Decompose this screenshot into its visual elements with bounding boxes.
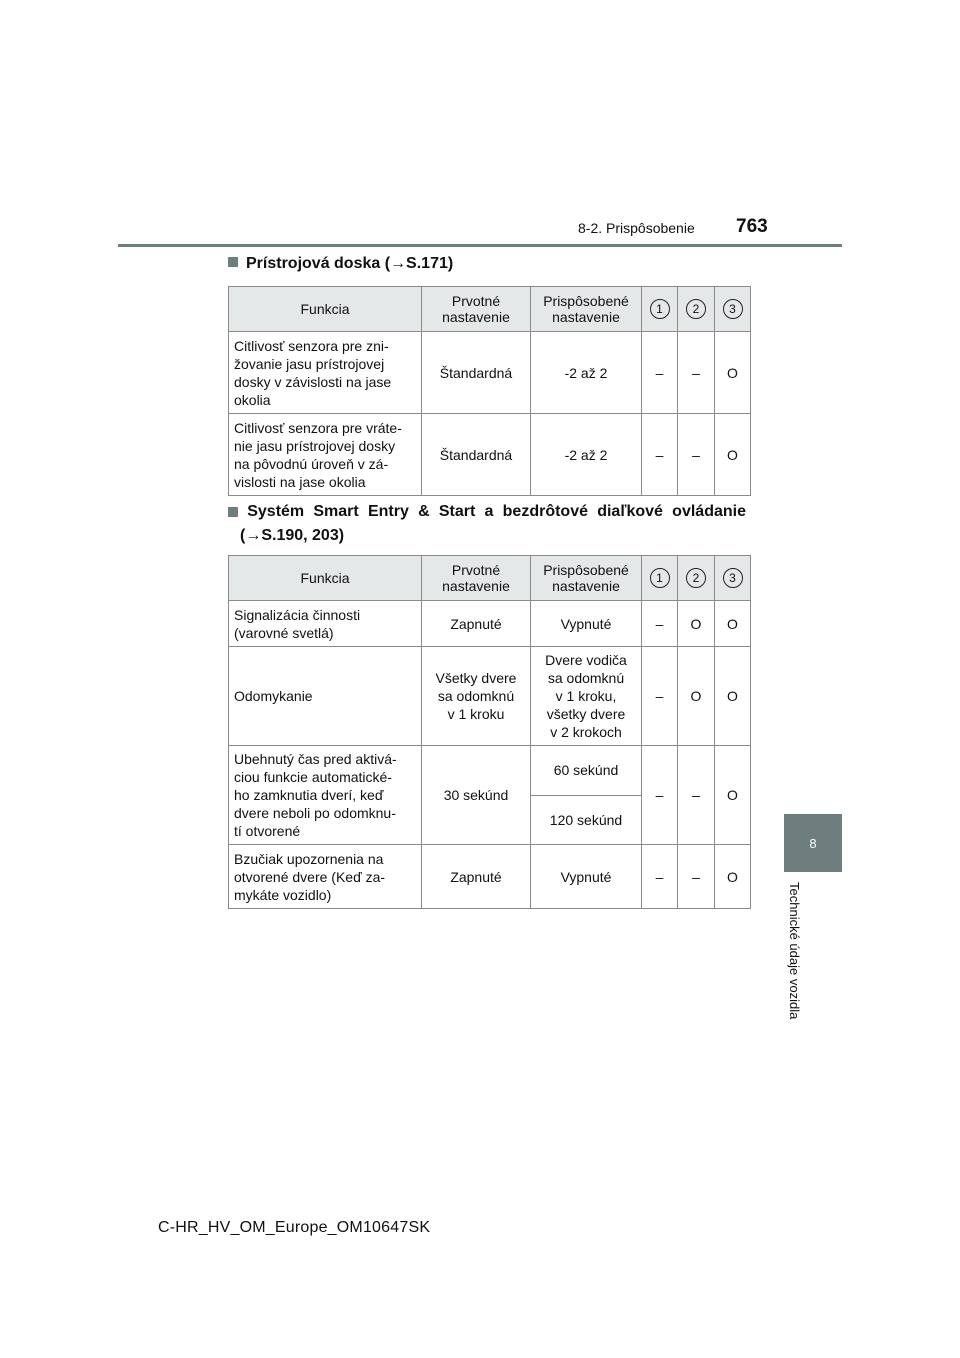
- option-1-cell: –: [642, 647, 678, 746]
- function-cell: Citlivosť senzora pre zni- žovanie jasu prístrojovej dosky v závislosti na jase okolia: [229, 332, 422, 414]
- footer-document-code: C-HR_HV_OM_Europe_OM10647SK: [158, 1219, 431, 1236]
- option-3-cell: O: [715, 414, 751, 496]
- chapter-tab-number[interactable]: 8: [784, 814, 842, 872]
- table-row: [229, 746, 751, 796]
- option-3-cell: O: [715, 746, 751, 845]
- default-cell: Štandardná: [422, 414, 531, 496]
- option-2-cell: O: [678, 647, 715, 746]
- column-header-default: Prvotné nastavenie: [422, 287, 531, 332]
- default-cell: Všetky dvere sa odomknú v 1 kroku: [422, 647, 531, 746]
- column-header-2: [678, 556, 715, 601]
- function-cell: Bzučiak upozornenia na otvorené dvere (Keď za- mykáte vozidlo): [229, 845, 422, 909]
- heading-word: diaľkové: [597, 503, 663, 520]
- heading-word: Start: [438, 503, 476, 520]
- option-2-cell: –: [678, 746, 715, 845]
- table-header-row: [229, 556, 751, 601]
- option-3-cell: O: [715, 601, 751, 647]
- function-cell: Citlivosť senzora pre vráte- nie jasu prístrojovej dosky na pôvodnú úroveň v zá- vislosti na jase okolia: [229, 414, 422, 496]
- section-heading-instrument-panel: [228, 252, 453, 276]
- function-cell: Signalizácia činnosti (varovné svetlá): [229, 601, 422, 647]
- function-cell: Ubehnutý čas pred aktivá- ciou funkcie automatické- ho zamknutia dverí, keď dvere neboli po odomknu- tí otvorené: [229, 746, 422, 845]
- circled-number-2-icon: 2: [686, 299, 706, 319]
- circled-number-3-icon: 3: [723, 568, 743, 588]
- heading-word: &: [418, 503, 430, 520]
- header-divider: [118, 244, 842, 247]
- heading-word: a: [484, 503, 494, 520]
- page-number: 763: [736, 216, 768, 237]
- column-header-3: [715, 556, 751, 601]
- option-2-cell: O: [678, 601, 715, 647]
- header-section-title: 8-2. Prispôsobenie: [578, 220, 695, 236]
- column-header-2: [678, 287, 715, 332]
- heading-word: Systém: [247, 503, 305, 520]
- option-2-cell: –: [678, 414, 715, 496]
- circled-number-1-icon: 1: [650, 568, 670, 588]
- column-header-custom: Prispôsobené nastavenie: [531, 556, 642, 601]
- column-header-1: [642, 556, 678, 601]
- heading-word: bezdrôtové: [502, 503, 588, 520]
- function-cell: Odomykanie: [229, 647, 422, 746]
- option-1-cell: –: [642, 601, 678, 647]
- option-1-cell: –: [642, 746, 678, 845]
- heading-word: ovládanie: [672, 503, 746, 520]
- option-3-cell: O: [715, 332, 751, 414]
- column-header-default: Prvotné nastavenie: [422, 556, 531, 601]
- chapter-tab-label: [786, 882, 806, 1042]
- table-header-row: [229, 287, 751, 332]
- table-row: [229, 647, 751, 746]
- circled-number-1-icon: 1: [650, 299, 670, 319]
- column-header-function: Funkcia: [229, 287, 422, 332]
- circled-number-3-icon: 3: [723, 299, 743, 319]
- column-header-3: [715, 287, 751, 332]
- custom-cell: Dvere vodiča sa odomknú v 1 kroku, všetky dvere v 2 krokoch: [531, 647, 642, 746]
- section-heading-line-1: [228, 500, 746, 524]
- custom-cell: 60 sekúnd: [531, 746, 642, 796]
- custom-cell: -2 až 2: [531, 332, 642, 414]
- square-bullet-icon: [228, 507, 238, 517]
- default-cell: 30 sekúnd: [422, 746, 531, 845]
- option-2-cell: –: [678, 845, 715, 909]
- option-2-cell: –: [678, 332, 715, 414]
- column-header-function: Funkcia: [229, 556, 422, 601]
- smart-entry-settings-table: [228, 555, 751, 909]
- column-header-custom: Prispôsobené nastavenie: [531, 287, 642, 332]
- square-bullet-icon: [228, 257, 238, 267]
- default-cell: Štandardná: [422, 332, 531, 414]
- custom-cell: Vypnuté: [531, 845, 642, 909]
- section-heading-line-2: (→S.190, 203): [240, 527, 345, 544]
- column-header-1: [642, 287, 678, 332]
- table-row: [229, 414, 751, 496]
- option-3-cell: O: [715, 845, 751, 909]
- option-1-cell: –: [642, 845, 678, 909]
- table-row: [229, 845, 751, 909]
- heading-word: Smart: [313, 503, 359, 520]
- option-3-cell: O: [715, 647, 751, 746]
- default-cell: Zapnuté: [422, 601, 531, 647]
- section-heading-smart-entry: [228, 500, 746, 548]
- option-1-cell: –: [642, 332, 678, 414]
- circled-number-2-icon: 2: [686, 568, 706, 588]
- table-row: [229, 601, 751, 647]
- table-row: [229, 332, 751, 414]
- custom-cell: 120 sekúnd: [531, 795, 642, 845]
- default-cell: Zapnuté: [422, 845, 531, 909]
- custom-cell: -2 až 2: [531, 414, 642, 496]
- chapter-tab-label-text: Technické údaje vozidla: [787, 882, 802, 1020]
- section-heading-text: Prístrojová doska (→S.171): [246, 255, 454, 272]
- heading-word: Entry: [367, 503, 409, 520]
- custom-cell: Vypnuté: [531, 601, 642, 647]
- option-1-cell: –: [642, 414, 678, 496]
- instrument-panel-settings-table: [228, 286, 751, 496]
